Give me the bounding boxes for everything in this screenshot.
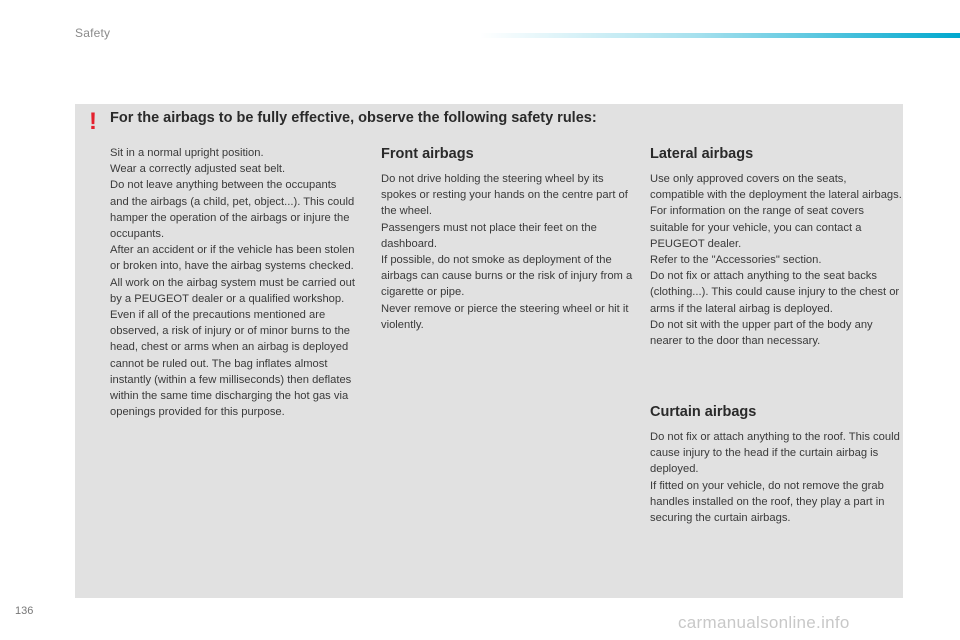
curtain-airbags-heading: Curtain airbags xyxy=(650,404,757,420)
lateral-airbags-line: Do not fix or attach anything to the seat backs (clothing...). This could cause injury to the chest or arms if the lateral airbag is deployed. xyxy=(650,270,900,315)
general-rule-line: Sit in a normal upright position. xyxy=(110,147,264,159)
lateral-airbags-line: Do not sit with the upper part of the body any nearer to the door than necessary. xyxy=(650,318,873,348)
header-accent-bar xyxy=(480,33,960,38)
lateral-airbags-heading: Lateral airbags xyxy=(650,146,754,162)
curtain-airbags-line: Do not fix or attach anything to the roof. This could cause injury to the head if the curtain airbag is deployed. xyxy=(650,431,900,476)
section-title: Safety xyxy=(75,26,111,40)
general-rule-line: Even if all of the precautions mentioned are observed, a risk of injury or of minor burns to the head, chest or arms when an airbag is deployed cannot be ruled out. The bag inflates almost instantly (within a few milliseconds) then deflates within the same time discharging the hot gas via openings provided for this purpose. xyxy=(110,309,352,419)
warning-exclamation-icon: ! xyxy=(89,108,97,135)
general-rule-line: Do not leave anything between the occupants and the airbags (a child, pet, object...). This could hamper the operation of the airbags or injure the occupants. xyxy=(110,179,355,241)
front-airbags-heading: Front airbags xyxy=(381,146,474,162)
page-number: 136 xyxy=(15,605,34,617)
general-rule-line: All work on the airbag system must be carried out by a PEUGEOT dealer or a qualified workshop. xyxy=(110,276,355,305)
front-airbags-line: Never remove or pierce the steering wheel or hit it violently. xyxy=(381,302,629,331)
safety-rules-title: For the airbags to be fully effective, observe the following safety rules: xyxy=(110,110,597,126)
curtain-airbags-section xyxy=(650,403,902,526)
general-rules-column xyxy=(110,145,358,420)
watermark: carmanualsonline.info xyxy=(678,613,850,632)
curtain-airbags-line: If fitted on your vehicle, do not remove the grab handles installed on the roof, they play a part in securing the curtain airbags. xyxy=(650,479,885,525)
lateral-airbags-line: Use only approved covers on the seats, compatible with the deployment the lateral airbags. For information on the range of seat covers suitable for your vehicle, you can contact a PEUGEOT dealer. xyxy=(650,173,902,250)
front-airbags-line: Passengers must not place their feet on the dashboard. xyxy=(381,221,597,250)
front-airbags-line: Do not drive holding the steering wheel by its spokes or resting your hands on the centre part of the wheel. xyxy=(381,173,628,218)
general-rule-line: After an accident or if the vehicle has been stolen or broken into, have the airbag systems checked. xyxy=(110,244,355,273)
front-airbags-line: If possible, do not smoke as deployment of the airbags can cause burns or the risk of injury from a cigarette or pipe. xyxy=(381,254,633,299)
lateral-airbags-line: Refer to the "Accessories" section. xyxy=(650,254,822,267)
front-airbags-column xyxy=(381,145,633,333)
general-rule-line: Wear a correctly adjusted seat belt. xyxy=(110,163,286,176)
lateral-airbags-column xyxy=(650,145,902,349)
